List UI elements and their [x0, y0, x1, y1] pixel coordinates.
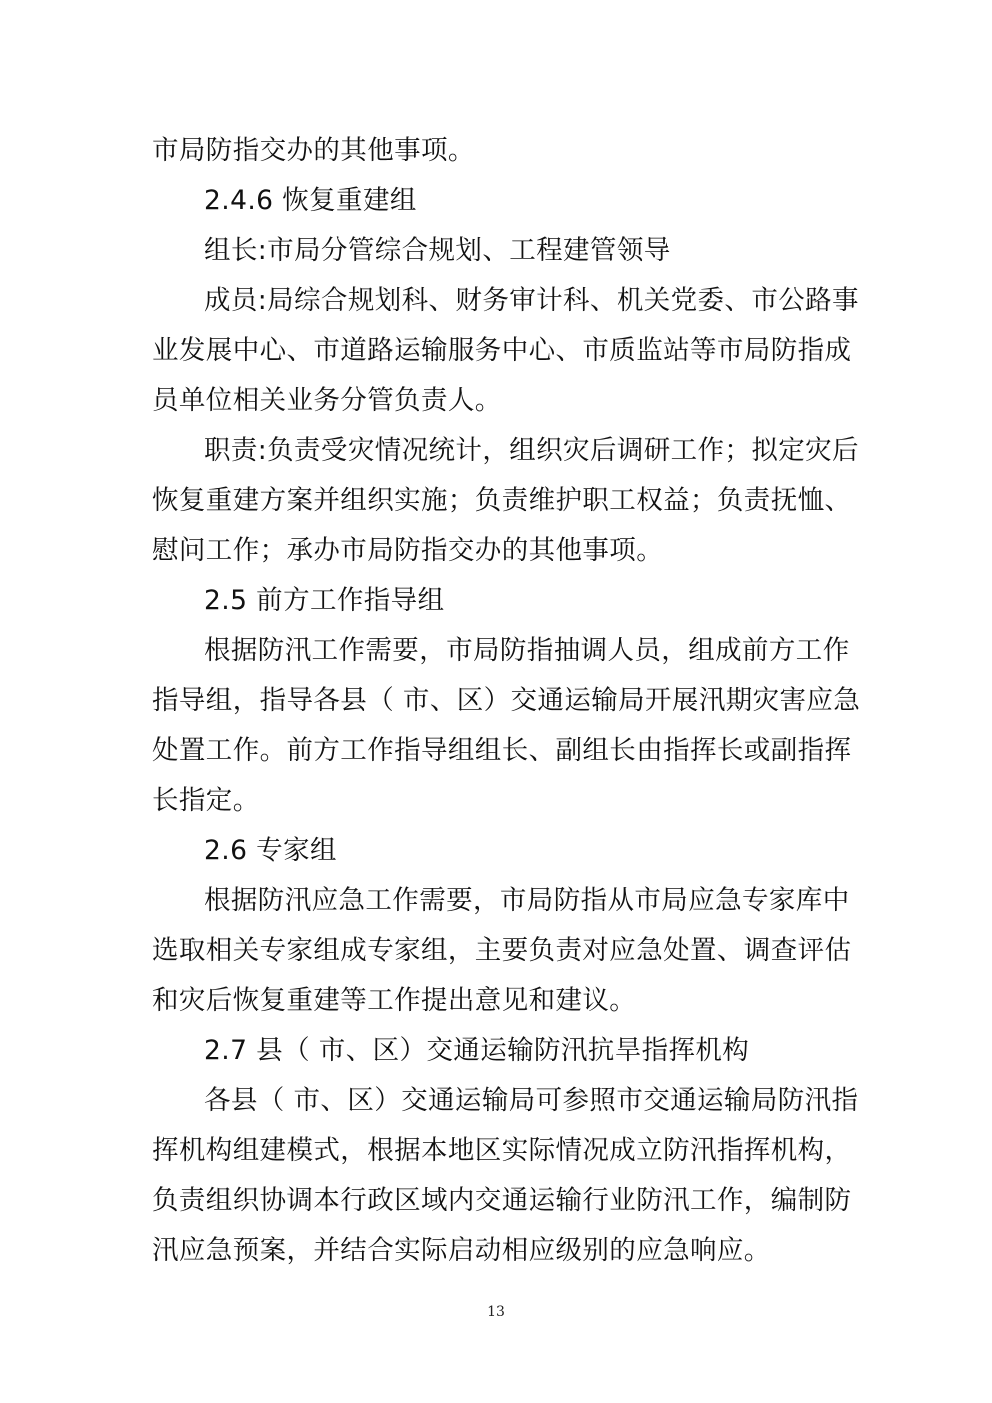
text-line: 指导组，指导各县（ 市、区）交通运输局开展汛期灾害应急 [152, 685, 861, 716]
text-line: 成员:局综合规划科、财务审计科、机关党委、市公路事 [204, 285, 859, 316]
text-line: 挥机构组建模式，根据本地区实际情况成立防汛指挥机构， [152, 1135, 852, 1166]
text-line: 职责:负责受灾情况统计，组织灾后调研工作；拟定灾后 [204, 435, 859, 466]
text-line: 和灾后恢复重建等工作提出意见和建议。 [152, 985, 637, 1016]
text-line: 根据防汛应急工作需要，市局防指从市局应急专家库中 [204, 885, 850, 916]
text-line: 负责组织协调本行政区域内交通运输行业防汛工作，编制防 [152, 1185, 852, 1216]
section-heading-2-6: 2.6 专家组 [204, 835, 337, 866]
text-line: 长指定。 [152, 785, 260, 816]
text-line: 汛应急预案，并结合实际启动相应级别的应急响应。 [152, 1235, 771, 1266]
text-line: 业发展中心、市道路运输服务中心、市质监站等市局防指成 [152, 335, 852, 366]
text-line: 慰问工作；承办市局防指交办的其他事项。 [152, 535, 664, 566]
text-line: 组长:市局分管综合规划、工程建管领导 [204, 235, 671, 266]
text-line: 选取相关专家组成专家组，主要负责对应急处置、调查评估 [152, 935, 852, 966]
section-heading-2-4-6: 2.4.6 恢复重建组 [204, 185, 417, 216]
text-line: 各县（ 市、区）交通运输局可参照市交通运输局防汛指 [204, 1085, 859, 1116]
section-heading-2-5: 2.5 前方工作指导组 [204, 585, 445, 616]
text-line: 市局防指交办的其他事项。 [152, 135, 475, 166]
text-line: 员单位相关业务分管负责人。 [152, 385, 502, 416]
text-line: 处置工作。前方工作指导组组长、副组长由指挥长或副指挥 [152, 735, 852, 766]
text-line: 恢复重建方案并组织实施；负责维护职工权益；负责抚恤、 [152, 485, 852, 516]
text-line: 根据防汛工作需要，市局防指抽调人员，组成前方工作 [204, 635, 850, 666]
page-number: 13 [487, 1304, 505, 1320]
section-heading-2-7: 2.7 县（ 市、区）交通运输防汛抗旱指挥机构 [204, 1035, 750, 1066]
